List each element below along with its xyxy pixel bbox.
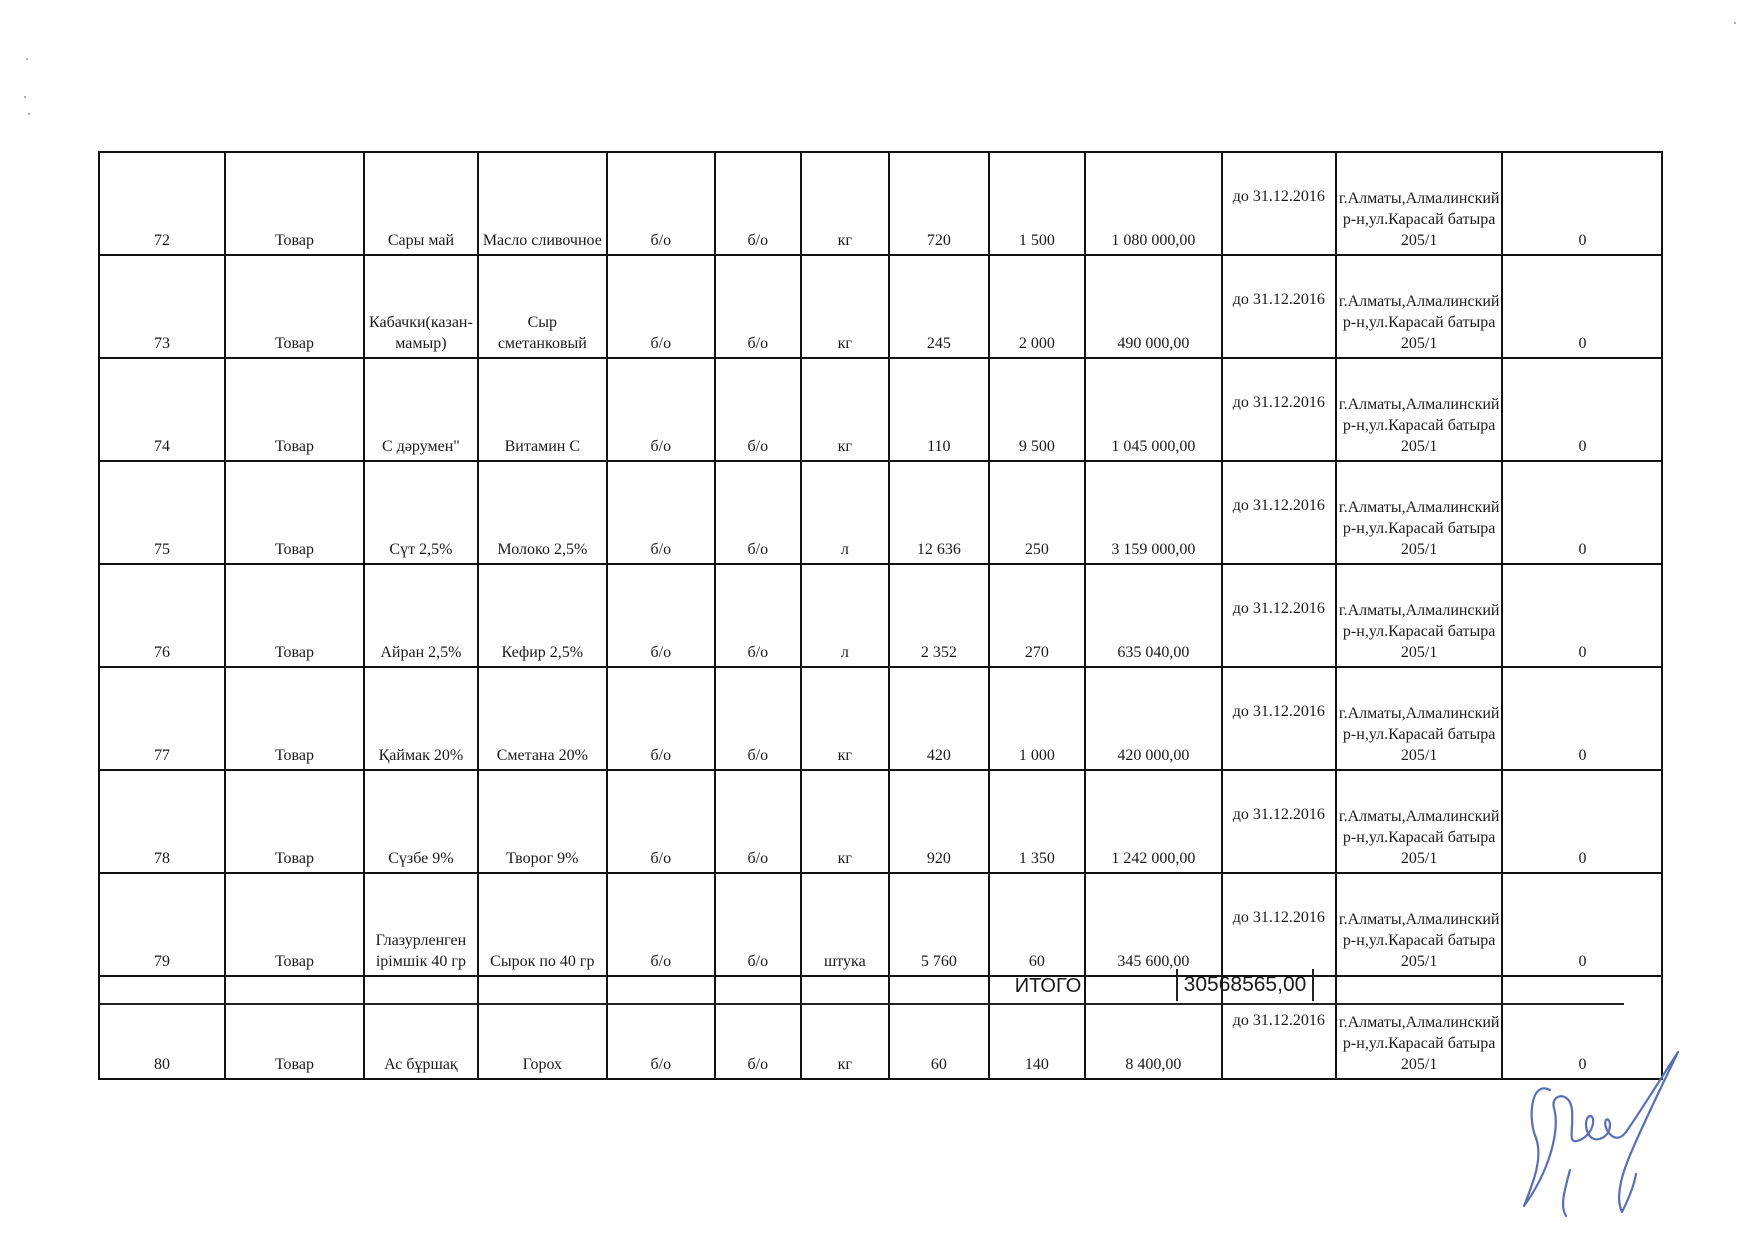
cell-price: 2 000 [989, 255, 1085, 358]
total-underline [98, 1003, 1624, 1005]
cell-col5: б/о [607, 976, 715, 1079]
cell-unit: кг [801, 152, 889, 255]
cell-name-kz: Айран 2,5% [364, 564, 478, 667]
cell-name-ru: Творог 9% [478, 770, 607, 873]
cell-name-ru: Сметана 20% [478, 667, 607, 770]
scan-speck [28, 113, 30, 115]
cell-term: до 31.12.2016 [1222, 976, 1336, 1079]
table-row [99, 770, 1662, 873]
cell-col6: б/о [715, 770, 801, 873]
cell-price: 1 500 [989, 152, 1085, 255]
cell-unit: л [801, 461, 889, 564]
cell-type: Товар [225, 461, 364, 564]
cell-address: г.Алматы,Алмалинский р-н,ул.Карасай батыра 205/1 [1336, 873, 1503, 976]
cell-last: 0 [1502, 667, 1662, 770]
cell-type: Товар [225, 358, 364, 461]
cell-quantity: 920 [889, 770, 989, 873]
cell-type: Товар [225, 667, 364, 770]
table-row [99, 152, 1662, 255]
cell-address: г.Алматы,Алмалинский р-н,ул.Карасай батыра 205/1 [1336, 667, 1503, 770]
cell-address: г.Алматы,Алмалинский р-н,ул.Карасай батыра 205/1 [1336, 564, 1503, 667]
cell-col5: б/о [607, 461, 715, 564]
cell-last: 0 [1502, 873, 1662, 976]
cell-name-kz: Сүзбе 9% [364, 770, 478, 873]
cell-last: 0 [1502, 976, 1662, 1079]
total-value: 30568565,00 [1176, 969, 1314, 1001]
cell-unit: кг [801, 255, 889, 358]
table-row [99, 667, 1662, 770]
cell-col6: б/о [715, 667, 801, 770]
cell-term: до 31.12.2016 [1222, 873, 1336, 976]
cell-col6: б/о [715, 461, 801, 564]
cell-last: 0 [1502, 255, 1662, 358]
cell-col6: б/о [715, 152, 801, 255]
scan-speck [1734, 22, 1736, 24]
cell-type: Товар [225, 152, 364, 255]
cell-address: г.Алматы,Алмалинский р-н,ул.Карасай батыра 205/1 [1336, 976, 1503, 1079]
cell-last: 0 [1502, 358, 1662, 461]
cell-name-kz: Сүт 2,5% [364, 461, 478, 564]
scan-speck [24, 96, 26, 98]
cell-type: Товар [225, 976, 364, 1079]
cell-quantity: 2 352 [889, 564, 989, 667]
cell-unit: кг [801, 358, 889, 461]
cell-address: г.Алматы,Алмалинский р-н,ул.Карасай батыра 205/1 [1336, 255, 1503, 358]
cell-name-ru: Сыр сметанковый [478, 255, 607, 358]
cell-number: 79 [99, 873, 225, 976]
cell-address: г.Алматы,Алмалинский р-н,ул.Карасай батыра 205/1 [1336, 152, 1503, 255]
cell-address: г.Алматы,Алмалинский р-н,ул.Карасай батыра 205/1 [1336, 358, 1503, 461]
cell-unit: кг [801, 976, 889, 1079]
cell-name-ru: Горох [478, 976, 607, 1079]
cell-number: 78 [99, 770, 225, 873]
cell-term: до 31.12.2016 [1222, 461, 1336, 564]
cell-number: 77 [99, 667, 225, 770]
cell-col5: б/о [607, 770, 715, 873]
cell-sum: 345 600,00 [1085, 873, 1222, 976]
cell-name-kz: С дәрумен" [364, 358, 478, 461]
cell-price: 60 [989, 873, 1085, 976]
cell-sum: 490 000,00 [1085, 255, 1222, 358]
cell-price: 1 350 [989, 770, 1085, 873]
cell-col6: б/о [715, 564, 801, 667]
cell-term: до 31.12.2016 [1222, 564, 1336, 667]
cell-price: 1 000 [989, 667, 1085, 770]
cell-quantity: 110 [889, 358, 989, 461]
table-row [99, 358, 1662, 461]
scan-speck [26, 58, 28, 60]
cell-name-ru: Сырок по 40 гр [478, 873, 607, 976]
table-row [99, 873, 1662, 976]
cell-address: г.Алматы,Алмалинский р-н,ул.Карасай батыра 205/1 [1336, 461, 1503, 564]
cell-col5: б/о [607, 255, 715, 358]
cell-col5: б/о [607, 564, 715, 667]
cell-last: 0 [1502, 770, 1662, 873]
cell-term: до 31.12.2016 [1222, 358, 1336, 461]
table-row [99, 255, 1662, 358]
cell-address: г.Алматы,Алмалинский р-н,ул.Карасай батыра 205/1 [1336, 770, 1503, 873]
cell-type: Товар [225, 873, 364, 976]
cell-number: 75 [99, 461, 225, 564]
cell-name-kz: Кабачки(казан-мамыр) [364, 255, 478, 358]
cell-col6: б/о [715, 976, 801, 1079]
cell-type: Товар [225, 770, 364, 873]
cell-sum: 1 045 000,00 [1085, 358, 1222, 461]
cell-term: до 31.12.2016 [1222, 667, 1336, 770]
goods-table [98, 151, 1663, 1080]
cell-quantity: 12 636 [889, 461, 989, 564]
cell-term: до 31.12.2016 [1222, 152, 1336, 255]
total-row [98, 969, 1624, 1005]
cell-name-kz: Ас бұршақ [364, 976, 478, 1079]
cell-col5: б/о [607, 358, 715, 461]
cell-price: 250 [989, 461, 1085, 564]
cell-unit: штука [801, 873, 889, 976]
cell-name-ru: Кефир 2,5% [478, 564, 607, 667]
cell-quantity: 5 760 [889, 873, 989, 976]
cell-term: до 31.12.2016 [1222, 770, 1336, 873]
cell-sum: 420 000,00 [1085, 667, 1222, 770]
cell-unit: л [801, 564, 889, 667]
cell-name-kz: Сары май [364, 152, 478, 255]
cell-last: 0 [1502, 461, 1662, 564]
cell-number: 80 [99, 976, 225, 1079]
cell-sum: 3 159 000,00 [1085, 461, 1222, 564]
cell-quantity: 420 [889, 667, 989, 770]
cell-number: 73 [99, 255, 225, 358]
cell-col6: б/о [715, 358, 801, 461]
cell-last: 0 [1502, 152, 1662, 255]
cell-sum: 8 400,00 [1085, 976, 1222, 1079]
cell-name-ru: Витамин С [478, 358, 607, 461]
cell-col6: б/о [715, 873, 801, 976]
cell-name-ru: Молоко 2,5% [478, 461, 607, 564]
cell-name-ru: Масло сливочное [478, 152, 607, 255]
cell-term: до 31.12.2016 [1222, 255, 1336, 358]
cell-number: 72 [99, 152, 225, 255]
cell-sum: 635 040,00 [1085, 564, 1222, 667]
cell-unit: кг [801, 770, 889, 873]
cell-price: 9 500 [989, 358, 1085, 461]
table-row [99, 564, 1662, 667]
cell-sum: 1 242 000,00 [1085, 770, 1222, 873]
cell-col5: б/о [607, 873, 715, 976]
cell-col5: б/о [607, 667, 715, 770]
cell-sum: 1 080 000,00 [1085, 152, 1222, 255]
cell-name-kz: Глазурленген ірімшік 40 гр [364, 873, 478, 976]
cell-price: 140 [989, 976, 1085, 1079]
cell-col5: б/о [607, 152, 715, 255]
cell-price: 270 [989, 564, 1085, 667]
total-label: ИТОГО [1014, 975, 1082, 997]
cell-quantity: 720 [889, 152, 989, 255]
cell-type: Товар [225, 255, 364, 358]
signature-icon [1510, 1050, 1680, 1220]
cell-number: 74 [99, 358, 225, 461]
table-body [99, 152, 1662, 1079]
table-row [99, 461, 1662, 564]
cell-number: 76 [99, 564, 225, 667]
cell-quantity: 245 [889, 255, 989, 358]
cell-quantity: 60 [889, 976, 989, 1079]
cell-name-kz: Қаймак 20% [364, 667, 478, 770]
cell-col6: б/о [715, 255, 801, 358]
cell-last: 0 [1502, 564, 1662, 667]
cell-type: Товар [225, 564, 364, 667]
cell-unit: кг [801, 667, 889, 770]
